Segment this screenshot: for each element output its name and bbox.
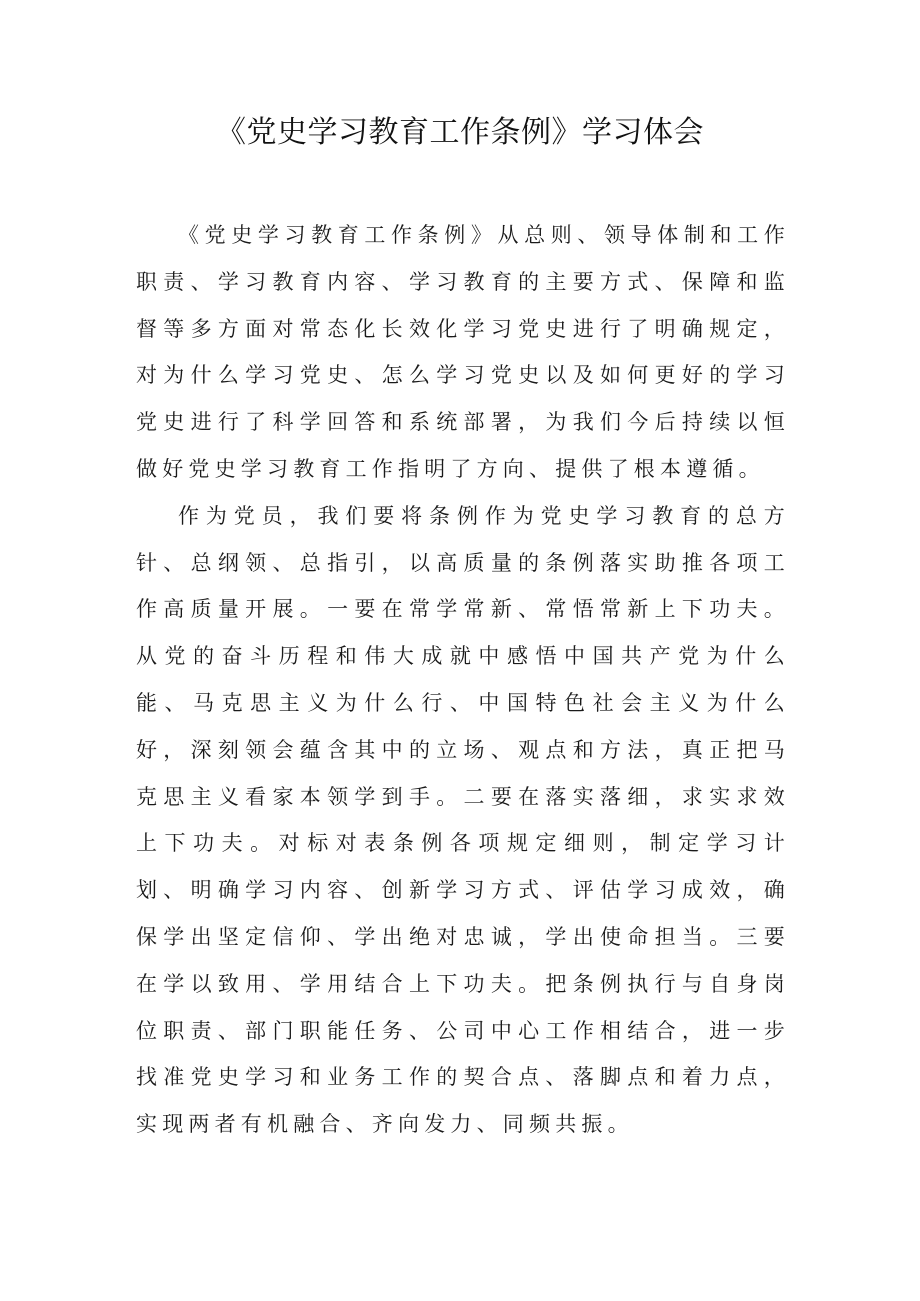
paragraph-2: 作为党员，我们要将条例作为党史学习教育的总方针、总纲领、总指引，以高质量的条例落实助推各项工作高质量开展。一要在常学常新、常悟常新上下功夫。从党的奋斗历程和伟大成就中感悟中国共产党为什么能、马克思主义为什么行、中国特色社会主义为什么好，深刻领会蕴含其中的立场、观点和方法，真正把马克思主义看家本领学到手。二要在落实落细，求实求效上下功夫。对标对表条例各项规定细则，制定学习计划、明确学习内容、创新学习方式、评估学习成效，确保学出坚定信仰、学出绝对忠诚，学出使命担当。三要在学以致用、学用结合上下功夫。把条例执行与自身岗位职责、部门职能任务、公司中心工作相结合，进一步找准党史学习和业务工作的契合点、落脚点和着力点，实现两者有机融合、齐向发力、同频共振。 bbox=[136, 503, 790, 1137]
document-title: 《党史学习教育工作条例》学习体会 bbox=[216, 115, 704, 150]
paragraph-1: 《党史学习教育工作条例》从总则、领导体制和工作职责、学习教育内容、学习教育的主要方式、保障和监督等多方面对常态化长效化学习党史进行了明确规定，对为什么学习党史、怎么学习党史以及如何更好的学习党史进行了科学回答和系统部署，为我们今后持续以恒做好党史学习教育工作指明了方向、提供了根本遵循。 bbox=[136, 223, 790, 481]
document-body bbox=[136, 212, 790, 1148]
